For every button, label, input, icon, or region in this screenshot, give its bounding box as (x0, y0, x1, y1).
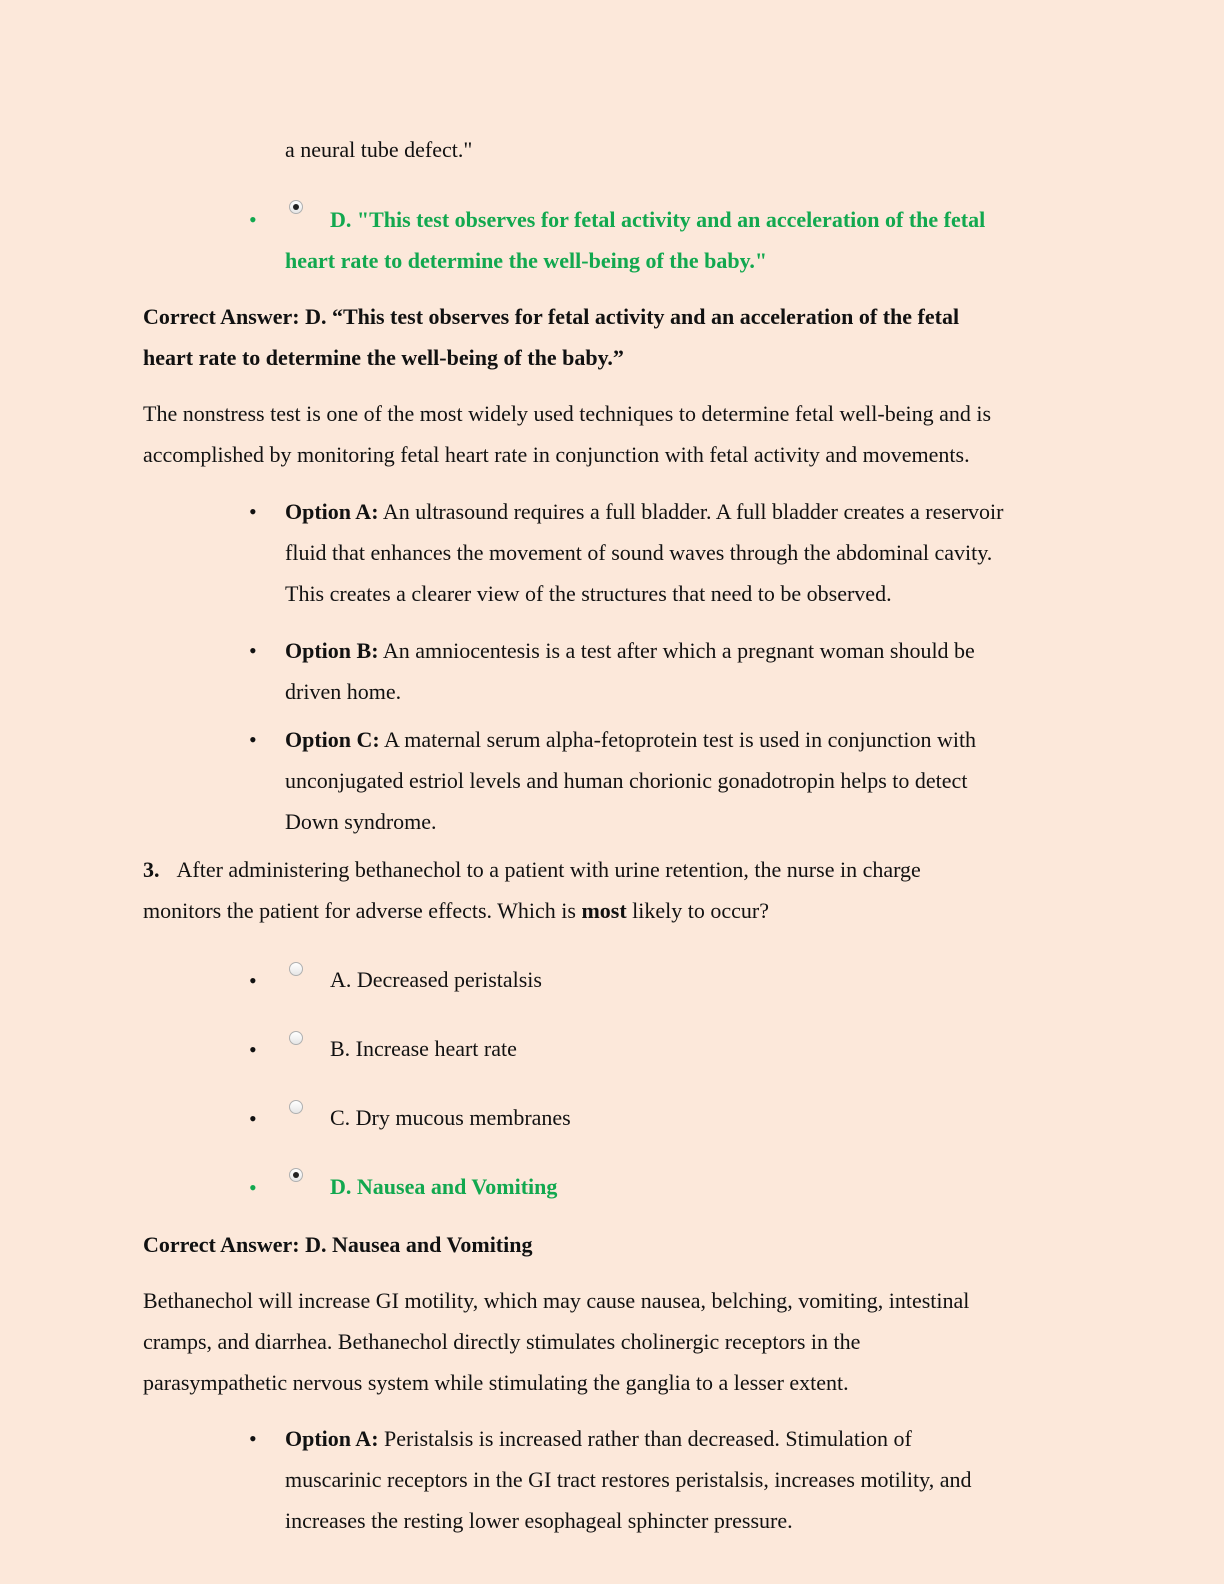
q2-explanation-line2: accomplished by monitoring fetal heart rate in conjunction with fetal activity and movements. (143, 442, 970, 467)
bullet-icon: • (249, 207, 257, 232)
q3-correct-answer: Correct Answer: D. Nausea and Vomiting (143, 1232, 533, 1257)
q3-option-c: C. Dry mucous membranes (330, 1105, 571, 1130)
q3-option-d: D. Nausea and Vomiting (330, 1174, 558, 1199)
q3-stem-line2: monitors the patient for adverse effects. Which is most likely to occur? (143, 898, 770, 923)
q2-rationale-a-line1: Option A: An ultrasound requires a full bladder. A full bladder creates a reservoir (285, 499, 1004, 524)
q2-option-d-line2: heart rate to determine the well-being of the baby." (285, 248, 768, 273)
q3-rationale-a-line3: increases the resting lower esophageal sphincter pressure. (285, 1508, 793, 1533)
bullet-icon: • (249, 1175, 257, 1200)
q3-stem-line1: 3. After administering bethanechol to a patient with urine retention, the nurse in charge (143, 857, 921, 882)
bullet-icon: • (249, 638, 257, 663)
bullet-icon: • (249, 968, 257, 993)
q3-rationale-a-line2: muscarinic receptors in the GI tract restores peristalsis, increases motility, and (285, 1467, 972, 1492)
bullet-icon: • (249, 499, 257, 524)
q2-rationale-c-line1: Option C: A maternal serum alpha-fetoprotein test is used in conjunction with (285, 727, 977, 752)
q2-option-d-line1: D. "This test observes for fetal activity and an acceleration of the fetal (330, 207, 986, 232)
bullet-icon: • (249, 1106, 257, 1131)
q3-option-b: B. Increase heart rate (330, 1036, 517, 1061)
q3-explanation-line3: parasympathetic nervous system while stimulating the ganglia to a lesser extent. (143, 1370, 849, 1395)
q2-correct-answer-line2: heart rate to determine the well-being of the baby.” (143, 345, 624, 370)
q2-rationale-b-line2: driven home. (285, 679, 402, 704)
radio-option-c[interactable] (289, 1100, 303, 1114)
q2-rationale-b-line1: Option B: An amniocentesis is a test after which a pregnant woman should be (285, 638, 975, 663)
radio-option-a[interactable] (289, 962, 303, 976)
q3-rationale-a-line1: Option A: Peristalsis is increased rather than decreased. Stimulation of (285, 1426, 912, 1451)
bullet-icon: • (249, 1037, 257, 1062)
radio-option-b[interactable] (289, 1031, 303, 1045)
q3-explanation-line1: Bethanechol will increase GI motility, which may cause nausea, belching, vomiting, intestinal (143, 1288, 970, 1313)
radio-selected-icon[interactable] (289, 200, 303, 214)
q2-explanation-line1: The nonstress test is one of the most widely used techniques to determine fetal well-being and is (143, 401, 992, 426)
bullet-icon: • (249, 1426, 257, 1451)
q2-rationale-a-line2: fluid that enhances the movement of sound waves through the abdominal cavity. (285, 540, 993, 565)
radio-option-d[interactable] (289, 1168, 303, 1182)
q3-explanation-line2: cramps, and diarrhea. Bethanechol directly stimulates cholinergic receptors in the (143, 1329, 861, 1354)
q2-correct-answer-line1: Correct Answer: D. “This test observes for fetal activity and an acceleration of the fetal (143, 304, 960, 329)
q3-option-a: A. Decreased peristalsis (330, 967, 542, 992)
bullet-icon: • (249, 727, 257, 752)
q2-rationale-a-line3: This creates a clearer view of the structures that need to be observed. (285, 581, 892, 606)
q2-option-c-tail: a neural tube defect." (285, 137, 473, 162)
q2-rationale-c-line2: unconjugated estriol levels and human chorionic gonadotropin helps to detect (285, 768, 968, 793)
q2-rationale-c-line3: Down syndrome. (285, 809, 437, 834)
